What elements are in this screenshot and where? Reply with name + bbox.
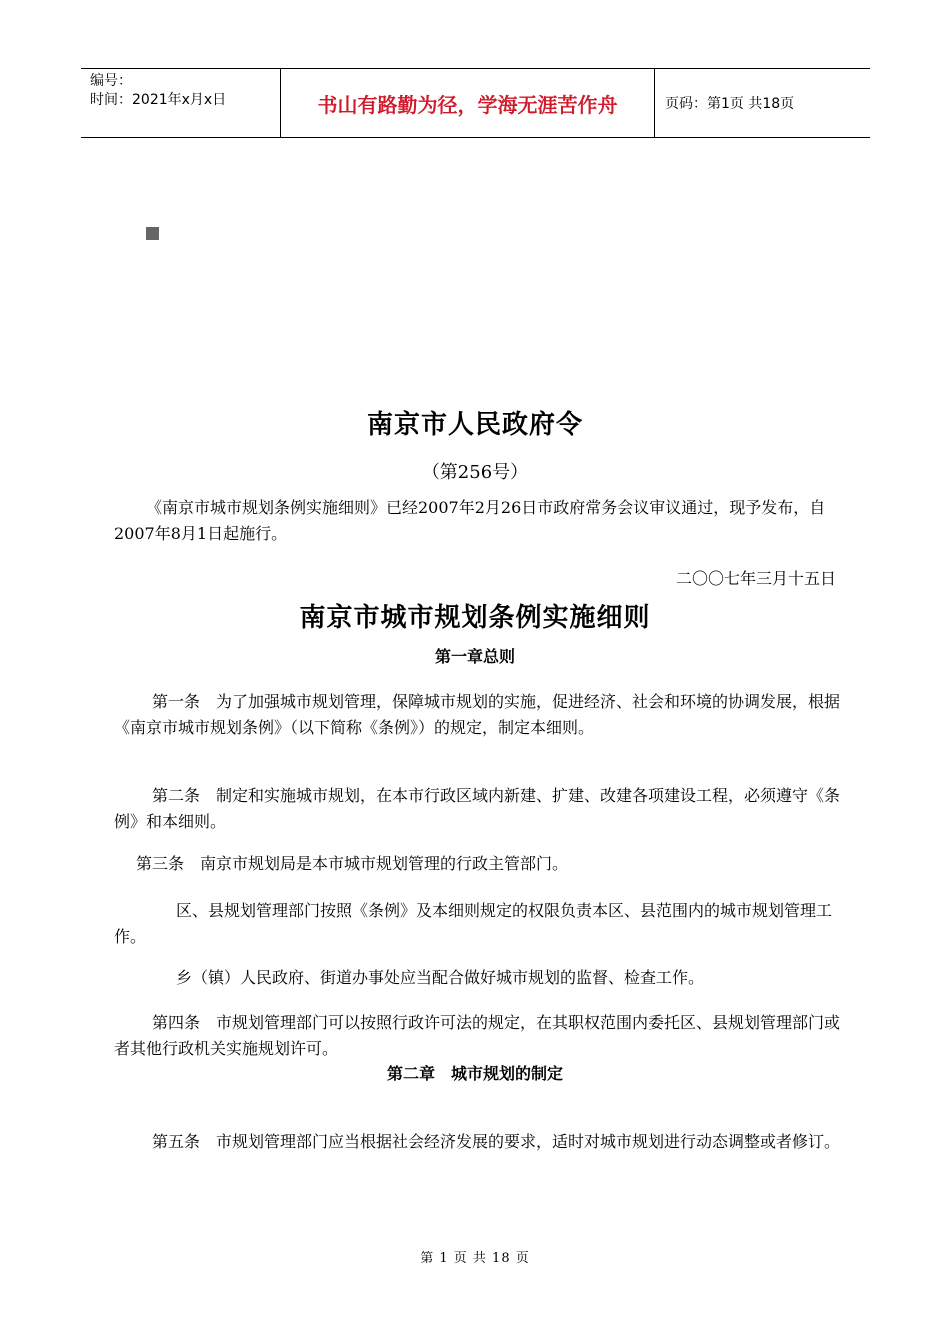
issue-date: 二〇〇七年三月十五日: [675, 569, 836, 588]
bullet-square-icon: [146, 227, 159, 240]
motto: 书山有路勤为径，学海无涯苦作舟: [281, 69, 655, 137]
article-paragraph: 第二条 制定和实施城市规划，在本市行政区域内新建、扩建、改建各项建设工程，必须遵守《条例》和本细则。: [114, 786, 841, 831]
header-meta-cell: [81, 69, 281, 137]
article-paragraph: 区、县规划管理部门按照《条例》及本细则规定的权限负责本区、县范围内的城市规划管理工作。: [114, 901, 833, 946]
intro-paragraph: 《南京市城市规划条例实施细则》已经2007年2月26日市政府常务会议审议通过，现予发布，自2007年8月1日起施行。: [114, 498, 826, 543]
order-number: （第256号）: [421, 462, 529, 483]
page-info: 页码：第1页 共18页: [665, 96, 795, 112]
article-paragraph: 第四条 市规划管理部门可以按照行政许可法的规定，在其职权范围内委托区、县规划管理部门或者其他行政机关实施规划许可。: [114, 1013, 841, 1058]
header-table: [81, 68, 870, 138]
article-paragraph: 乡（镇）人民政府、街道办事处应当配合做好城市规划的监督、检查工作。: [176, 968, 705, 987]
code-label: 编号：: [90, 73, 132, 89]
chapter-heading: 第一章总则: [434, 647, 515, 666]
rules-title: 南京市城市规划条例实施细则: [299, 603, 651, 633]
page-footer: 第 1 页 共 18 页: [420, 1251, 530, 1266]
article-paragraph: 第三条 南京市规划局是本市城市规划管理的行政主管部门。: [136, 854, 569, 873]
article-paragraph: 第五条 市规划管理部门应当根据社会经济发展的要求，适时对城市规划进行动态调整或者修订。: [152, 1132, 841, 1151]
article-paragraph: 第一条 为了加强城市规划管理，保障城市规划的实施，促进经济、社会和环境的协调发展，根据《南京市城市规划条例》（以下简称《条例》）的规定，制定本细则。: [114, 692, 841, 737]
chapter-heading: 第二章 城市规划的制定: [386, 1064, 563, 1083]
document-title: 南京市人民政府令: [366, 410, 583, 440]
time-label: 时间：2021年x月x日: [90, 92, 227, 108]
